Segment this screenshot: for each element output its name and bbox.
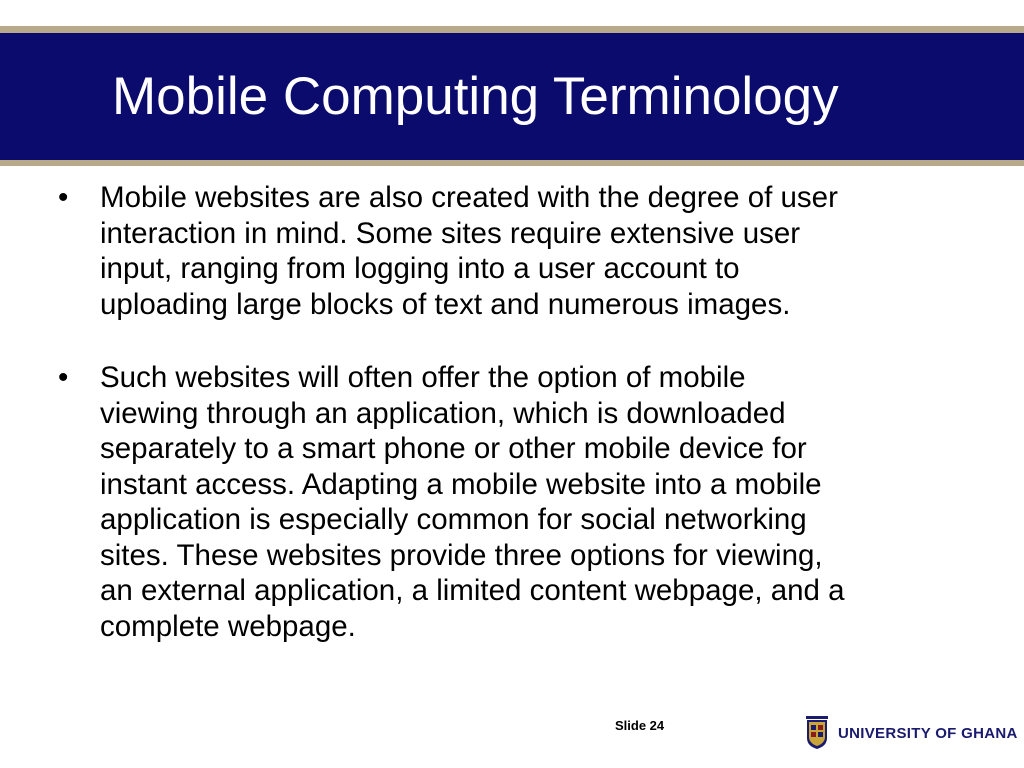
bullet-line: application is especially common for social networking: [100, 503, 807, 536]
slide-content: [58, 180, 978, 644]
bullet-line: sites. These websites provide three options for viewing,: [100, 538, 823, 572]
bullet-line: interaction in mind. Some sites require extensive user: [100, 216, 801, 250]
bullet-line: separately to a smart phone or other mobile device for: [100, 432, 807, 465]
bullet-line: Mobile websites are also created with the degree of user: [100, 181, 838, 214]
slide-number: Slide 24: [615, 718, 665, 733]
bullet-line: viewing through an application, which is downloaded: [100, 396, 786, 430]
slide-title: Mobile Computing Terminology: [112, 67, 839, 126]
university-name: UNIVERSITY OF GHANA: [838, 724, 1018, 742]
bullet-line: input, ranging from logging into a user account to: [100, 252, 740, 285]
bullet-marker: •: [58, 361, 69, 394]
bullet-line: Such websites will often offer the option of mobile: [100, 361, 746, 394]
university-logo: [805, 716, 1018, 750]
bullet-line: complete webpage.: [100, 609, 356, 643]
bullet-line: uploading large blocks of text and numerous images.: [100, 287, 791, 321]
header-bottom-strip: [0, 160, 1024, 166]
bullet-line: instant access. Adapting a mobile website into a mobile: [100, 467, 822, 501]
bullet-item: [58, 360, 978, 644]
bullet-line: an external application, a limited content webpage, and a: [100, 574, 845, 607]
header-top-strip: [0, 26, 1024, 33]
bullet-marker: •: [58, 181, 69, 214]
bullet-item: [58, 180, 978, 322]
crest-icon: [805, 716, 829, 750]
